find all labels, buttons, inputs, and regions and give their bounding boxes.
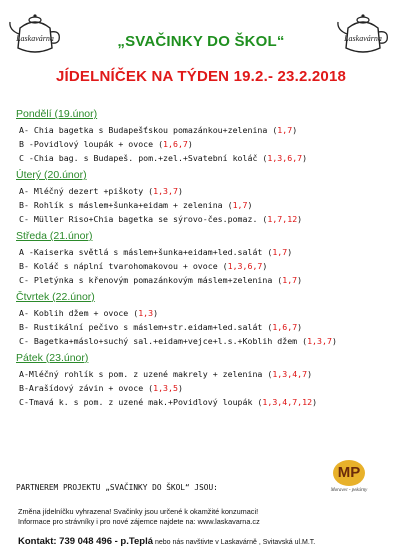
menu-item-end: ) — [153, 308, 159, 318]
menu-item-text: B-Arašídový závin + ovoce ( — [19, 383, 154, 393]
menu-item-end: ) — [312, 397, 318, 407]
logo-text: Laskavárna — [16, 34, 54, 43]
menu-item — [19, 274, 398, 286]
menu-item — [19, 321, 398, 333]
menu-item — [19, 185, 398, 197]
menu-item-text: A-Mléčný rohlík s pom. z uzené makrely + zelenina ( — [19, 369, 273, 379]
menu-item-text: C -Chia bag. s Budapeš. pom.+zel.+Svatební koláč ( — [19, 153, 268, 163]
contact-phone: Kontakt: 739 048 496 - p.Teplá — [18, 536, 153, 547]
allergen-codes: 1,3,4,7,12 — [262, 397, 313, 407]
menu-item — [19, 260, 398, 272]
menu-item — [19, 368, 398, 380]
allergen-codes: 1,3,5 — [153, 383, 178, 393]
menu-item — [19, 382, 398, 394]
allergen-codes: 1,3,6,7 — [227, 261, 263, 271]
allergen-codes: 1,6,7 — [272, 322, 298, 332]
menu-item-text: A- Chia bagetka s Budapešťskou pomazánkou+zelenina ( — [19, 125, 278, 135]
weekly-menu — [16, 108, 398, 410]
menu-item — [19, 138, 398, 150]
day-title: Středa (21.únor) — [16, 230, 93, 242]
menu-item-text: B -Povidlový loupák + ovoce ( — [19, 139, 164, 149]
allergen-codes: 1,7 — [282, 275, 298, 285]
menu-item-end: ) — [287, 247, 293, 257]
menu-item-text: A- Koblih džem + ovoce ( — [19, 308, 139, 318]
menu-item-end: ) — [262, 261, 268, 271]
menu-item-text: B- Rustikální pečivo s máslem+str.eidam+led.salát ( — [19, 322, 273, 332]
menu-item — [19, 199, 398, 211]
menu-item-end: ) — [247, 200, 253, 210]
menu-item-text: B- Rohlík s máslem+šunka+eidam + zelenina ( — [19, 200, 233, 210]
allergen-codes: 1,3,7 — [307, 336, 332, 346]
allergen-codes: 1,6,7 — [163, 139, 188, 149]
footer-info: Informace pro strávníky i pro nové zájemce najdete na: www.laskavarna.cz — [18, 516, 260, 526]
mp-logo-letters: MP — [333, 460, 365, 486]
day-title: Pondělí (19.únor) — [16, 108, 98, 120]
allergen-codes: 1,3,4,7 — [272, 369, 308, 379]
menu-item-end: ) — [331, 336, 337, 346]
menu-item — [19, 396, 398, 408]
menu-item-end: ) — [187, 139, 193, 149]
menu-item — [19, 124, 398, 136]
allergen-codes: 1,3,7 — [153, 186, 178, 196]
moravec-pekarny-logo — [327, 460, 371, 502]
menu-item-end: ) — [177, 383, 183, 393]
menu-item — [19, 213, 398, 225]
menu-item-text: A -Kaiserka světlá s máslem+šunka+eidam+led.salát ( — [19, 247, 273, 257]
day-section — [16, 230, 398, 286]
menu-item-end: ) — [297, 214, 303, 224]
footer-notes — [18, 507, 398, 526]
menu-item-end: ) — [297, 275, 303, 285]
menu-item-text: C-Tmavá k. s pom. z uzené mak.+Povidlový loupák ( — [19, 397, 263, 407]
menu-item-end: ) — [297, 322, 303, 332]
allergen-codes: 1,7 — [272, 247, 288, 257]
allergen-codes: 1,3,6,7 — [267, 153, 303, 163]
day-title: Čtvrtek (22.únor) — [16, 291, 95, 303]
menu-item — [19, 307, 398, 319]
menu-item-end: ) — [302, 153, 308, 163]
menu-item — [19, 152, 398, 164]
contact-address: nebo nás navštivte v Laskavárně , Svitavská ul.M.T. — [153, 539, 316, 546]
menu-item-end: ) — [177, 186, 183, 196]
menu-item-text: B- Koláč s náplní tvarohomakovou + ovoce ( — [19, 261, 228, 271]
allergen-codes: 1,7,12 — [267, 214, 298, 224]
menu-item-end: ) — [292, 125, 298, 135]
day-section — [16, 352, 398, 408]
day-section — [16, 291, 398, 347]
allergen-codes: 1,7 — [277, 125, 293, 135]
day-title: Pátek (23.únor) — [16, 352, 89, 364]
allergen-codes: 1,7 — [232, 200, 248, 210]
allergen-codes: 1,3 — [138, 308, 154, 318]
day-section — [16, 169, 398, 225]
footer-notice: Změna jídelníčku vyhrazena! Svačinky jsou určené k okamžité konzumaci! — [18, 507, 259, 516]
menu-item-text: C- Pletýnka s křenovým pomazánkovým máslem+zelenina ( — [19, 275, 283, 285]
menu-item-text: C- Bagetka+máslo+suchý sal.+eidam+vejce+l.s.+Koblih džem ( — [19, 336, 308, 346]
logo-text: Laskavárna — [344, 34, 382, 43]
menu-item — [19, 246, 398, 258]
page-title: „SVAČINKY DO ŠKOL“ — [117, 33, 285, 50]
contact-line — [18, 531, 315, 549]
menu-item — [19, 335, 398, 347]
menu-item-end: ) — [307, 369, 313, 379]
day-section — [16, 108, 398, 164]
menu-item-text: A- Mléčný dezert +piškoty ( — [19, 186, 154, 196]
mp-logo-caption: Moravec - pekárny — [330, 488, 368, 493]
menu-item-text: C- Müller Riso+Chia bagetka se sýrovo-čes.pomaz. ( — [19, 214, 268, 224]
week-subtitle: JÍDELNÍČEK NA TÝDEN 19.2.- 23.2.2018 — [55, 68, 347, 85]
partner-heading: PARTNEREM PROJEKTU „SVAČINKY DO ŠKOL“ JSOU: — [16, 483, 218, 492]
day-title: Úterý (20.únor) — [16, 169, 87, 181]
